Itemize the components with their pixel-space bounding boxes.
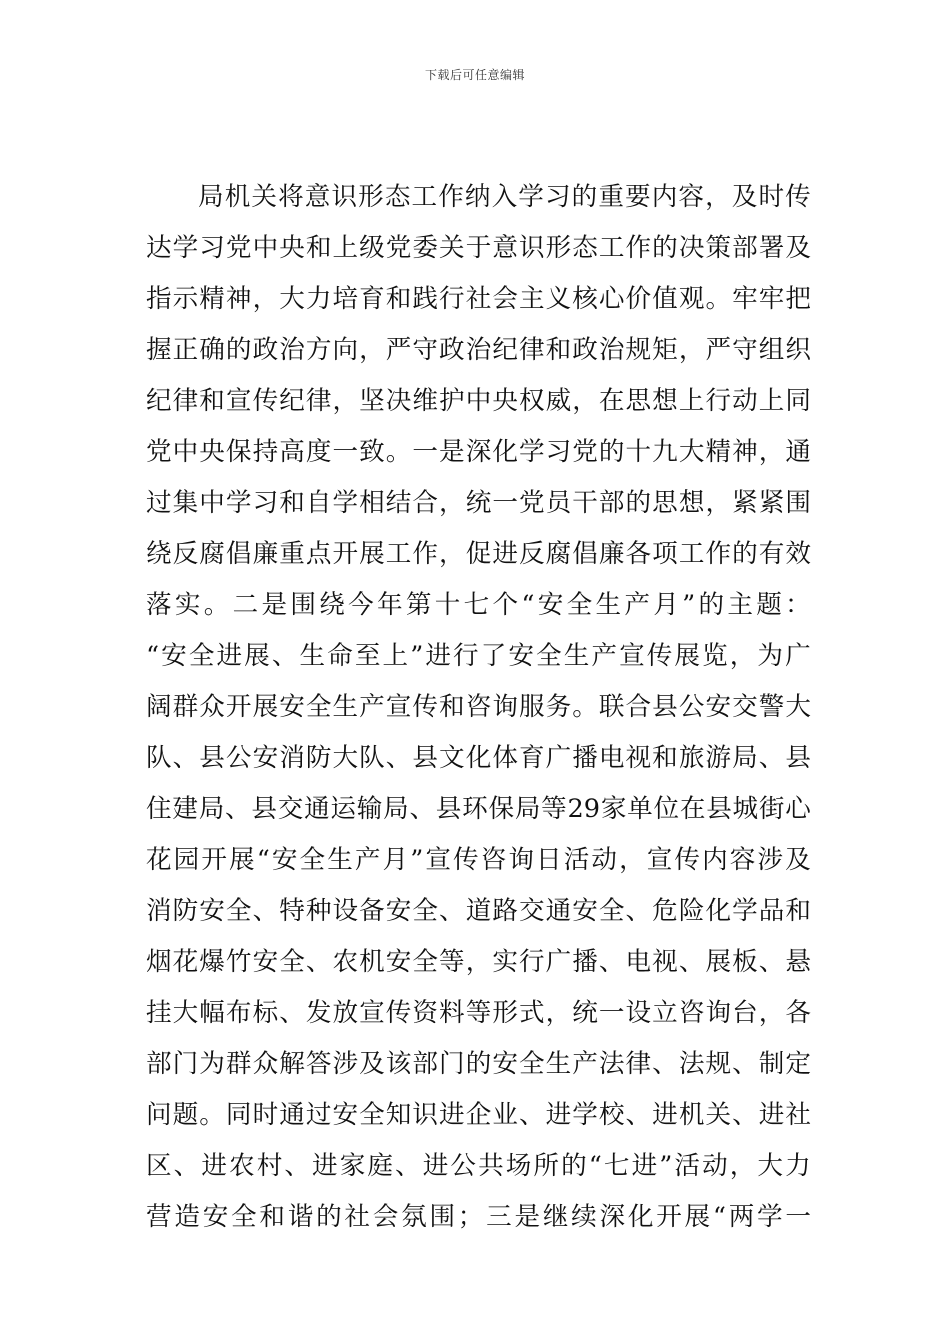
- paragraph-line: 队 、 县 公 安 消 防 大 队 、 县 文 化 体 育 广 播 电 视 和 旅 游 局 、 县: [146, 743, 811, 773]
- page-header-note: 下载后可任意编辑: [424, 68, 525, 82]
- paragraph-line: 指 示 精 神 ， 大 力 培 育 和 践 行 社 会 主 义 核 心 价 值 观 。 牢 牢 把: [146, 284, 811, 314]
- paragraph-line: 烟 花 爆 竹 安 全 、 农 机 安 全 等 ， 实 行 广 播 、 电 视 、 展 板 、 悬: [146, 947, 811, 977]
- paragraph-line: 挂 大 幅 布 标 、 发 放 宣 传 资 料 等 形 式 ， 统 一 设 立 咨 询 台 ， 各: [146, 998, 811, 1028]
- paragraph-line: 住 建 局 、 县 交 通 运 输 局 、 县 环 保 局 等 29 家 单 位 在 县 城 街 心: [146, 794, 811, 824]
- paragraph-line: “ 安 全 进 展 、 生 命 至 上 ” 进 行 了 安 全 生 产 宣 传 展 览 ， 为 广: [146, 641, 811, 671]
- paragraph-line: 花 园 开 展 “ 安 全 生 产 月 ” 宣 传 咨 询 日 活 动 ， 宣 传 内 容 涉 及: [146, 845, 811, 875]
- paragraph-line: 阔 群 众 开 展 安 全 生 产 宣 传 和 咨 询 服 务 。 联 合 县 公 安 交 警 大: [146, 692, 811, 722]
- paragraph-line: 消 防 安 全 、 特 种 设 备 安 全 、 道 路 交 通 安 全 、 危 险 化 学 品 和: [146, 896, 811, 926]
- paragraph-line: 区 、 进 农 村 、 进 家 庭 、 进 公 共 场 所 的 “ 七 进 ” 活 动 ， 大 力: [146, 1151, 811, 1181]
- paragraph-line: 过 集 中 学 习 和 自 学 相 结 合 ， 统 一 党 员 干 部 的 思 想 ， 紧 紧 围: [146, 488, 811, 518]
- paragraph-line: 落 实 。 二 是 围 绕 今 年 第 十 七 个 “ 安 全 生 产 月 ” 的 主 题 ：: [146, 590, 811, 620]
- paragraph-line: 部 门 为 群 众 解 答 涉 及 该 部 门 的 安 全 生 产 法 律 、 法 规 、 制 定: [146, 1049, 811, 1079]
- paragraph-line: 党 中 央 保 持 高 度 一 致 。 一 是 深 化 学 习 党 的 十 九 大 精 神 ， 通: [146, 437, 811, 467]
- paragraph-line: 绕 反 腐 倡 廉 重 点 开 展 工 作 ， 促 进 反 腐 倡 廉 各 项 工 作 的 有 效: [146, 539, 811, 569]
- document-body: [146, 172, 811, 1243]
- paragraph-line: 握 正 确 的 政 治 方 向 ， 严 守 政 治 纪 律 和 政 治 规 矩 ， 严 守 组 织: [146, 335, 811, 365]
- paragraph-line: 局 机 关 将 意 识 形 态 工 作 纳 入 学 习 的 重 要 内 容 ， 及 时 传: [198, 182, 811, 212]
- paragraph-line: 问 题 。 同 时 通 过 安 全 知 识 进 企 业 、 进 学 校 、 进 机 关 、 进 社: [146, 1100, 811, 1130]
- paragraph-line: 达 学 习 党 中 央 和 上 级 党 委 关 于 意 识 形 态 工 作 的 决 策 部 署 及: [146, 233, 811, 263]
- paragraph-line: 营 造 安 全 和 谐 的 社 会 氛 围 ； 三 是 继 续 深 化 开 展 “ 两 学 一: [146, 1202, 811, 1232]
- paragraph-line: 纪 律 和 宣 传 纪 律 ， 坚 决 维 护 中 央 权 威 ， 在 思 想 上 行 动 上 同: [146, 386, 811, 416]
